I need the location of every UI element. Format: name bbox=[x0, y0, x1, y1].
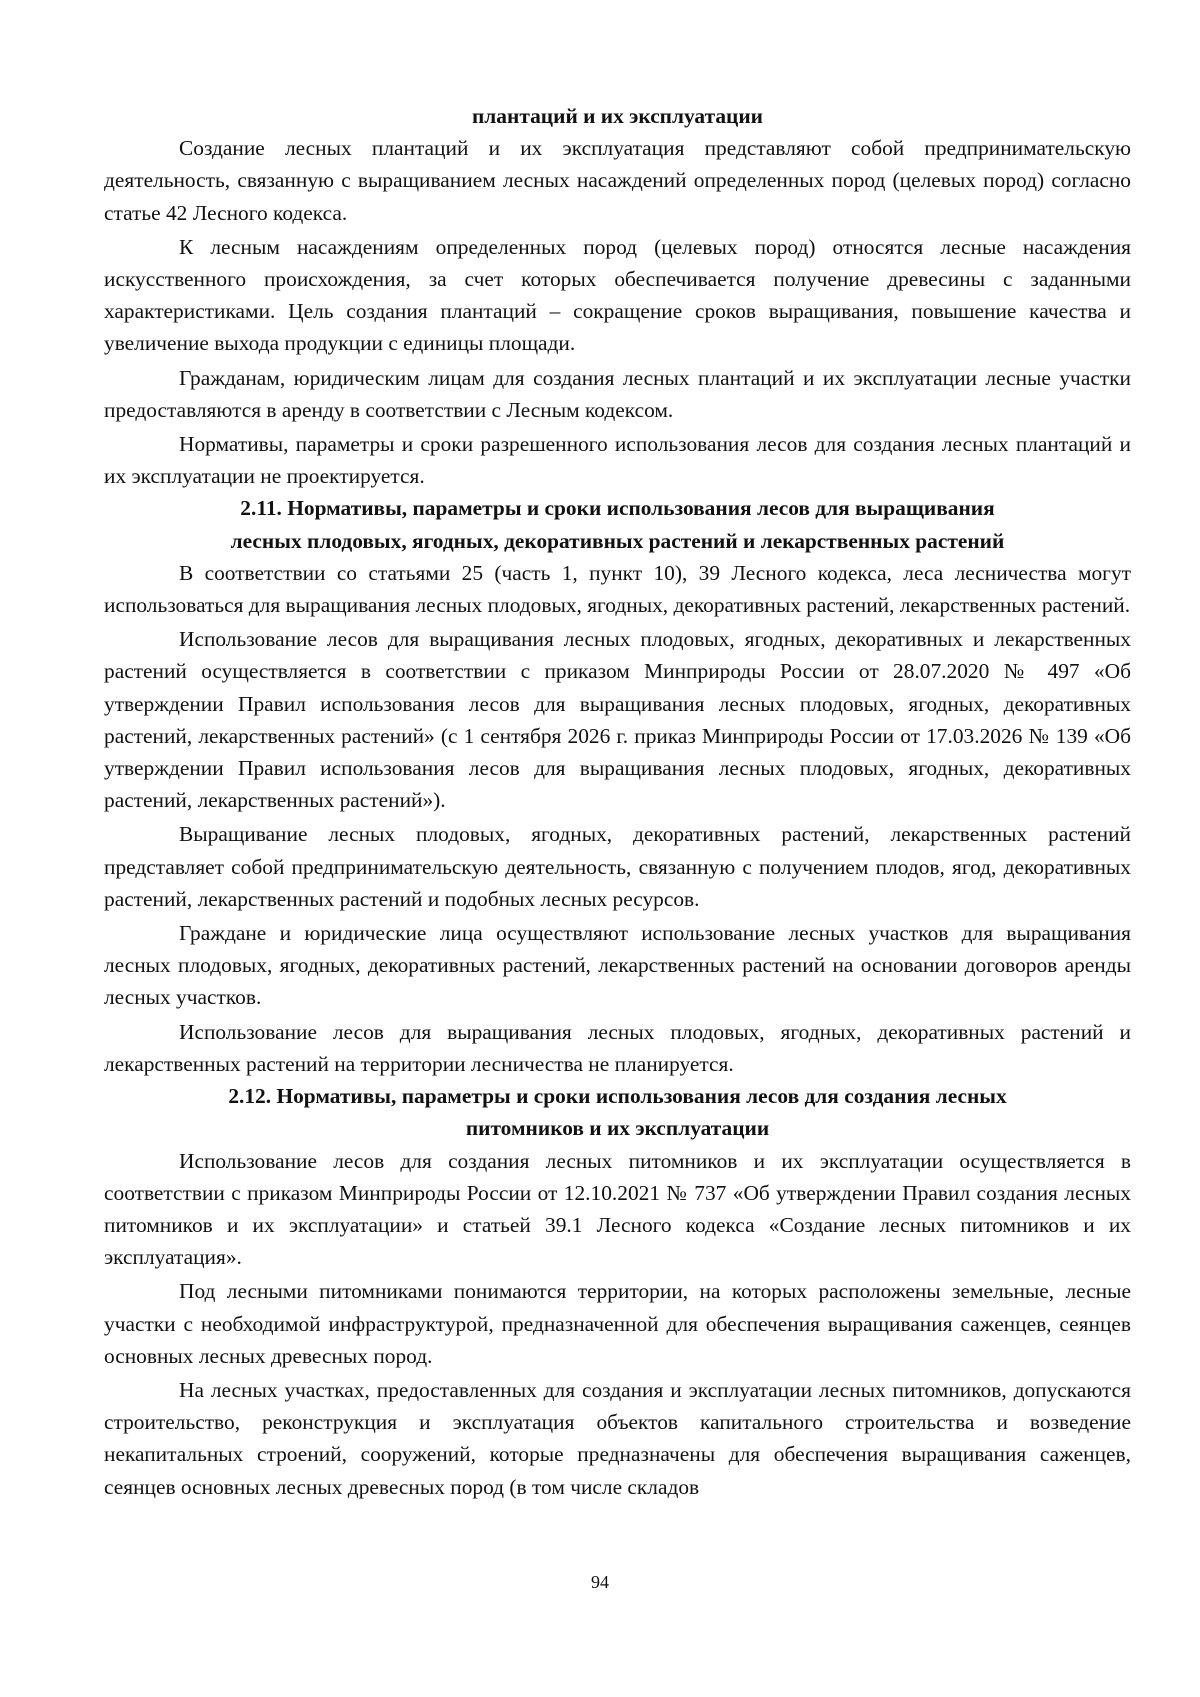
paragraph: На лесных участках, предоставленных для создания и эксплуатации лесных питомников, допускаются строительство, реконструкция и эксплуатация объектов капитального строительства и возведение некапитальных строений, сооружений, которые предназначены для обеспечения выращивания саженцев, сеянцев основных лесных древесных пород (в том числе складов bbox=[104, 1377, 1131, 1499]
section-heading-continuation: плантаций и их эксплуатации bbox=[471, 104, 764, 128]
section-heading-2-12-line-2: питомников и их эксплуатации bbox=[465, 1116, 770, 1141]
paragraph: Гражданам, юридическим лицам для создания лесных плантаций и их эксплуатации лесные участки предоставляются в аренду в соответствии с Лесным кодексом. bbox=[104, 365, 1131, 422]
paragraph: Нормативы, параметры и сроки разрешенного использования лесов для создания лесных плантаций и их эксплуатации не проектируется. bbox=[104, 432, 1131, 489]
section-heading-2-12-line-1: 2.12. Нормативы, параметры и сроки использования лесов для создания лесных bbox=[228, 1084, 1007, 1109]
paragraph: Использование лесов для выращивания лесных плодовых, ягодных, декоративных растений и лекарственных растений на территории лесничества не планируется. bbox=[104, 1019, 1131, 1076]
paragraph: Выращивание лесных плодовых, ягодных, декоративных растений, лекарственных растений представляет собой предпринимательскую деятельность, связанную с получением плодов, ягод, декоративных растений, лекарственных растений и подобных лесных ресурсов. bbox=[104, 822, 1131, 911]
paragraph: Использование лесов для выращивания лесных плодовых, ягодных, декоративных и лекарственных растений осуществляется в соответствии с приказом Минприроды России от 28.07.2020 № 497 «Об утверждении Правил использования лесов для выращивания лесных плодовых, ягодных, декоративных растений, лекарственных растений» (с 1 сентября 2026 г. приказ Минприроды России от 17.03.2026 № 139 «Об утверждении Правил использования лесов для выращивания лесных плодовых, ягодных, декоративных растений, лекарственных растений»). bbox=[104, 627, 1131, 813]
paragraph: Под лесными питомниками понимаются территории, на которых расположены земельные, лесные участки с необходимой инфраструктурой, предназначенной для обеспечения выращивания саженцев, сеянцев основных лесных древесных пород. bbox=[104, 1279, 1131, 1368]
section-heading-2-11-line-2: лесных плодовых, ягодных, декоративных растений и лекарственных растений bbox=[230, 528, 1005, 553]
paragraph: К лесным насаждениям определенных пород (целевых пород) относятся лесные насаждения искусственного происхождения, за счет которых обеспечивается получение древесины с заданными характеристиками. Цель создания плантаций – сокращение сроков выращивания, повышение качества и увеличение выхода продукции с единицы площади. bbox=[104, 234, 1131, 356]
paragraph: В соответствии со статьями 25 (часть 1, пункт 10), 39 Лесного кодекса, леса лесничества могут использоваться для выращивания лесных плодовых, ягодных, декоративных растений, лекарственных растений. bbox=[104, 560, 1131, 618]
paragraph: Создание лесных плантаций и их эксплуатация представляют собой предпринимательскую деятельность, связанную с выращиванием лесных насаждений определенных пород (целевых пород) согласно статье 42 Лесного кодекса. bbox=[104, 136, 1131, 225]
section-heading-2-11-line-1: 2.11. Нормативы, параметры и сроки использования лесов для выращивания bbox=[240, 496, 995, 521]
paragraph: Граждане и юридические лица осуществляют использование лесных участков для выращивания лесных плодовых, ягодных, декоративных растений, лекарственных растений на основании договоров аренды лесных участков. bbox=[104, 921, 1131, 1010]
document-page bbox=[104, 100, 1131, 1503]
page-number: 94 bbox=[591, 1572, 609, 1592]
paragraph: Использование лесов для создания лесных питомников и их эксплуатации осуществляется в соответствии с приказом Минприроды России от 12.10.2021 № 737 «Об утверждении Правил создания лесных питомников и их эксплуатации» и статьей 39.1 Лесного кодекса «Создание лесных питомников и их эксплуатация». bbox=[104, 1148, 1131, 1270]
